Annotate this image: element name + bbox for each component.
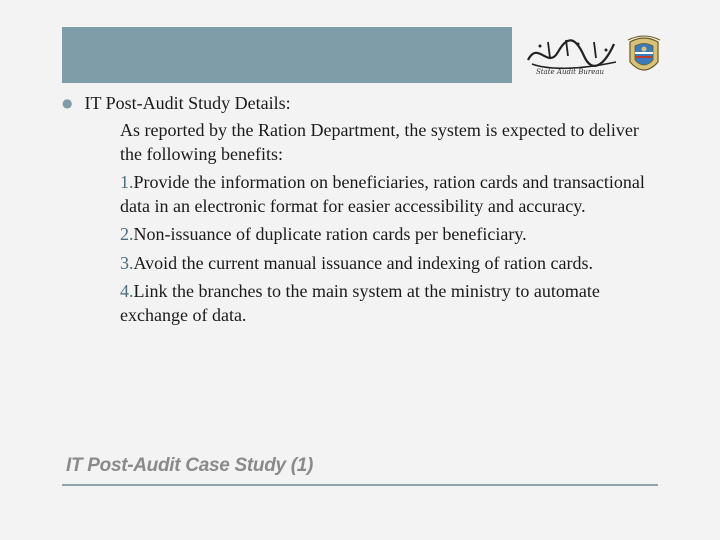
logo-caption: State Audit Bureau	[535, 68, 605, 76]
list-item	[120, 223, 660, 247]
list-item	[120, 252, 660, 276]
slide-content	[62, 92, 662, 327]
intro-paragraph: As reported by the Ration Department, the system is expected to deliver the following benefits:	[120, 120, 639, 164]
bullet-heading	[62, 92, 662, 114]
item-text: Provide the information on beneficiaries, ration cards and transactional data in an electronic format for easier accessibility and accuracy.	[120, 172, 645, 216]
footer-title: IT Post-Audit Case Study (1)	[66, 455, 314, 476]
emblem-icon	[624, 34, 664, 80]
heading-text: IT Post-Audit Study Details:	[84, 93, 291, 113]
sub-content	[120, 119, 660, 327]
state-audit-bureau-logo	[516, 30, 666, 82]
item-number: 4.	[120, 281, 134, 301]
item-number: 3.	[120, 252, 134, 273]
bullet-icon: ●	[62, 96, 73, 110]
item-number: 1.	[120, 172, 134, 192]
item-number: 2.	[120, 224, 134, 244]
list-item	[120, 171, 660, 218]
list-item	[120, 280, 660, 327]
header-band	[62, 27, 512, 83]
item-text: Link the branches to the main system at the ministry to automate exchange of data.	[120, 281, 600, 325]
item-text: Non-issuance of duplicate ration cards per beneficiary.	[133, 224, 527, 244]
footer-divider	[62, 484, 658, 486]
item-text: Avoid the current manual issuance and indexing of ration cards.	[133, 252, 594, 273]
